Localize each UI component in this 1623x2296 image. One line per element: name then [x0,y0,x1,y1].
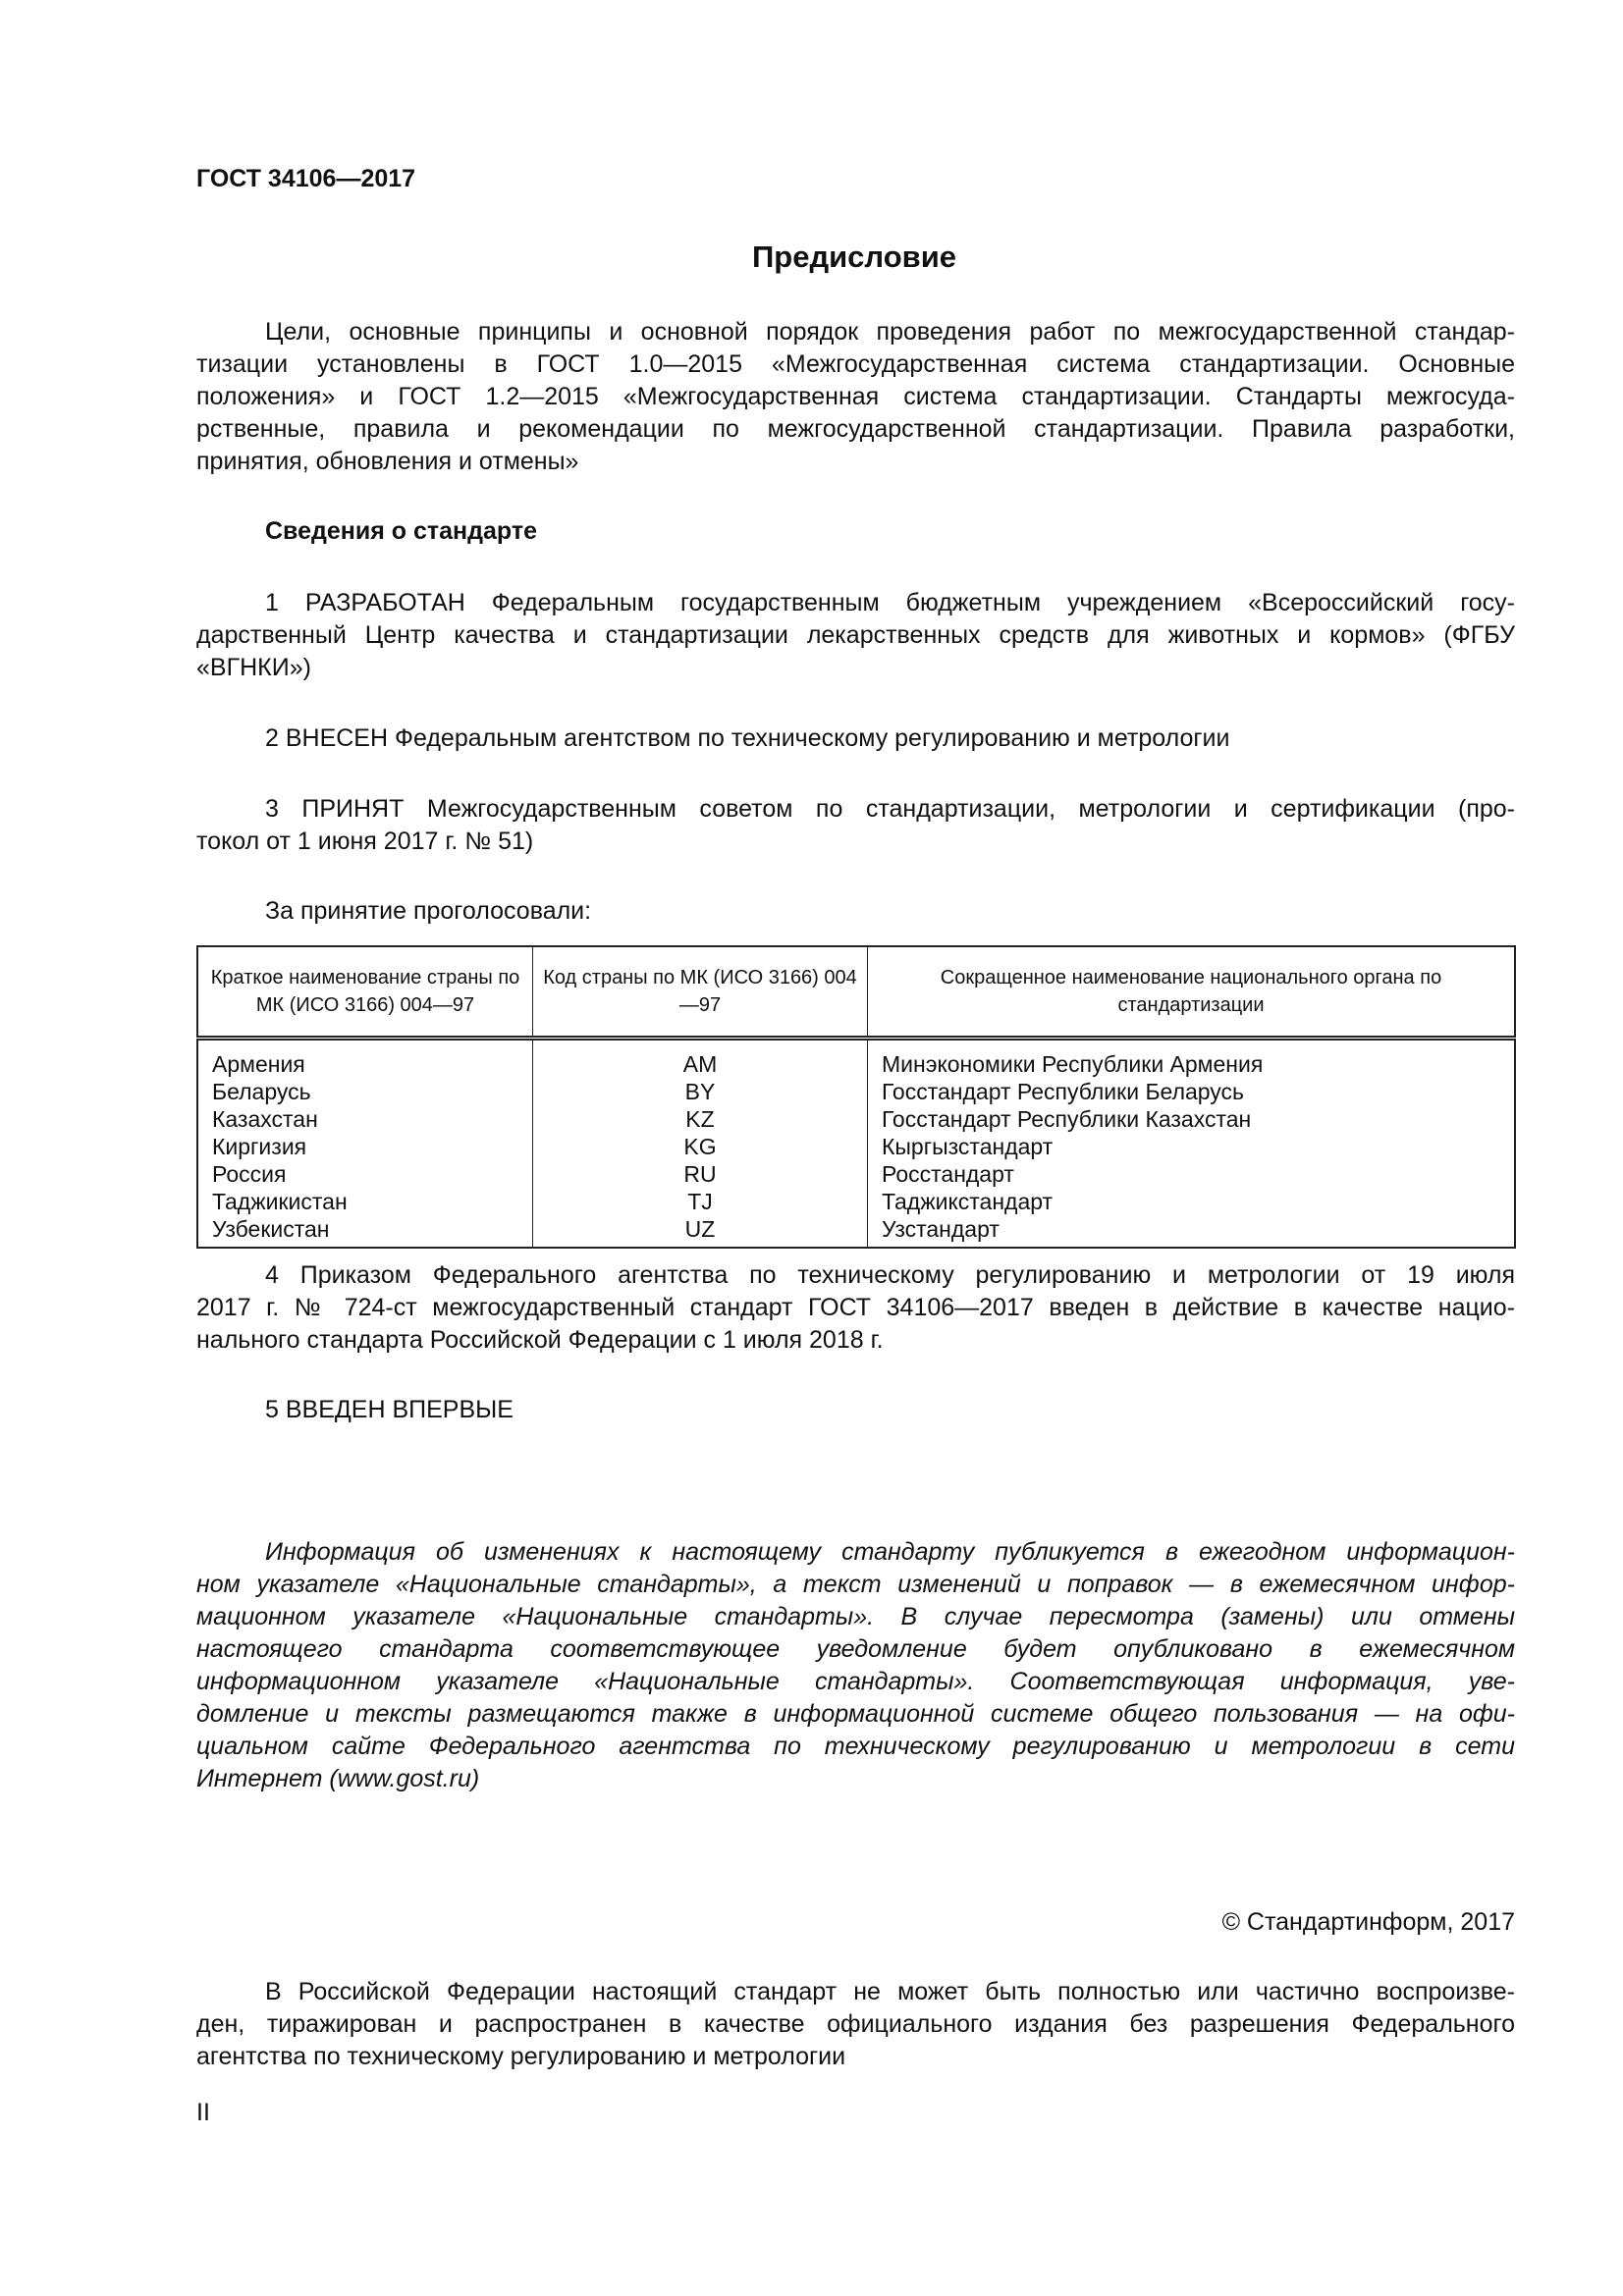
page-number: II [196,2099,210,2126]
cell-code: KG [533,1133,868,1160]
cell-country: Беларусь [212,1079,311,1104]
text-line: домление и тексты размещаются также в информационной системе общего пользования — на офи- [196,1700,1515,1728]
text-line: тизации установлены в ГОСТ 1.0—2015 «Межгосударственная система стандартизации. Основные [196,350,1515,378]
text-line: 2017 г. № 724-ст межгосударственный стандарт ГОСТ 34106—2017 введен в действие в качестве нацио- [196,1294,1515,1321]
cell-authority: Госстандарт Республики Беларусь [868,1078,1516,1105]
text-line: 3 ПРИНЯТ Межгосударственным советом по стандартизации, метрологии и сертификации (про- [265,795,1515,823]
page-title: Предисловие [751,240,956,274]
text-line: ден, тиражирован и распространен в качестве официального издания без разрешения Федерального [196,2010,1515,2038]
item-adopted [196,793,1515,858]
text-line: Цели, основные принципы и основной порядок проведения работ по межгосударственной стандар- [265,318,1515,346]
text-line: дарственный Центр качества и стандартизации лекарственных средств для животных и кормов» (ФГБУ [196,621,1515,649]
text-line: принятия, обновления и отмены» [196,448,579,475]
text-line: токол от 1 июня 2017 г. № 51) [196,828,534,855]
cell-code: KZ [533,1105,868,1133]
table-row [197,1215,1515,1248]
text-line: 4 Приказом Федерального агентства по техническому регулированию и метрологии от 19 июля [265,1261,1515,1289]
text-line: настоящего стандарта соответствующее уведомление будет опубликовано в ежемесячном [196,1635,1515,1663]
table-row [197,1050,1515,1078]
voted-label: За принятие проголосовали: [265,897,592,925]
text-line: В Российской Федерации настоящий стандарт не может быть полностью или частично воспроизве- [265,1978,1515,2005]
text-line: агентства по техническому регулированию и метрологии [196,2043,846,2070]
cell-code: UZ [533,1215,868,1248]
table-row [197,1133,1515,1160]
cell-authority: Таджикстандарт [868,1188,1516,1215]
table-row [197,1078,1515,1105]
cell-authority: Кыргызстандарт [868,1133,1516,1160]
text-line: Информация об изменениях к настоящему стандарту публикуется в ежегодном информацион- [265,1538,1515,1566]
document-header: ГОСТ 34106—2017 [196,165,416,192]
section-heading: Сведения о стандарте [265,517,538,545]
header-authority: Сокращенное наименование национального органа по стандартизации [868,946,1516,1039]
header-country: Краткое наименование страны по МК (ИСО 3166) 004—97 [197,946,533,1039]
text-line: мационном указателе «Национальные стандарты». В случае пересмотра (замены) или отмены [196,1603,1515,1630]
text-line: рственные, правила и рекомендации по межгосударственной стандартизации. Правила разработки, [196,415,1515,443]
text-line: информационном указателе «Национальные стандарты». Соответствующая информация, уве- [196,1668,1515,1695]
table-row [197,1105,1515,1133]
text-line: 5 ВВЕДЕН ВПЕРВЫЕ [265,1396,514,1423]
table-header-row [197,946,1515,1039]
info-paragraph [196,1536,1515,1795]
cell-country: Россия [212,1161,287,1187]
text-line: ном указателе «Национальные стандарты», а текст изменений и поправок — в ежемесячном инфор- [196,1571,1515,1598]
item-first-introduced [196,1394,1515,1426]
item-order [196,1259,1515,1357]
copyright: © Стандартинформ, 2017 [1221,1908,1515,1936]
text-line: Интернет (www.gost.ru) [196,1765,480,1792]
cell-code: BY [533,1078,868,1105]
text-line: положения» и ГОСТ 1.2—2015 «Межгосударственная система стандартизации. Стандарты межгосуда- [196,383,1515,410]
cell-code: AM [533,1050,868,1078]
cell-authority: Госстандарт Республики Казахстан [868,1105,1516,1133]
item-submitted [196,722,1515,755]
cell-code: RU [533,1160,868,1188]
cell-country: Киргизия [212,1134,307,1159]
legal-paragraph [196,1976,1515,2073]
text-line: «ВГНКИ») [196,654,311,681]
text-line: циальном сайте Федерального агентства по техническому регулированию и метрологии в сети [196,1733,1515,1760]
cell-country: Армения [212,1051,305,1077]
intro-paragraph [196,316,1515,478]
text-line: 1 РАЗРАБОТАН Федеральным государственным бюджетным учреждением «Всероссийский госу- [265,589,1515,616]
cell-authority: Узстандарт [868,1215,1516,1248]
table-row [197,1188,1515,1215]
cell-country: Таджикистан [212,1189,348,1214]
text-line: 2 ВНЕСЕН Федеральным агентством по техническому регулированию и метрологии [265,724,1230,752]
text-line: нального стандарта Российской Федерации с 1 июля 2018 г. [196,1326,884,1354]
cell-country: Узбекистан [212,1216,330,1242]
cell-authority: Минэкономики Республики Армения [868,1050,1516,1078]
cell-authority: Росстандарт [868,1160,1516,1188]
table-row [197,1160,1515,1188]
cell-country: Казахстан [212,1106,318,1132]
cell-code: TJ [533,1188,868,1215]
votes-table [196,945,1516,1249]
header-code: Код страны по МК (ИСО 3166) 004—97 [533,946,868,1039]
item-developed [196,587,1515,684]
